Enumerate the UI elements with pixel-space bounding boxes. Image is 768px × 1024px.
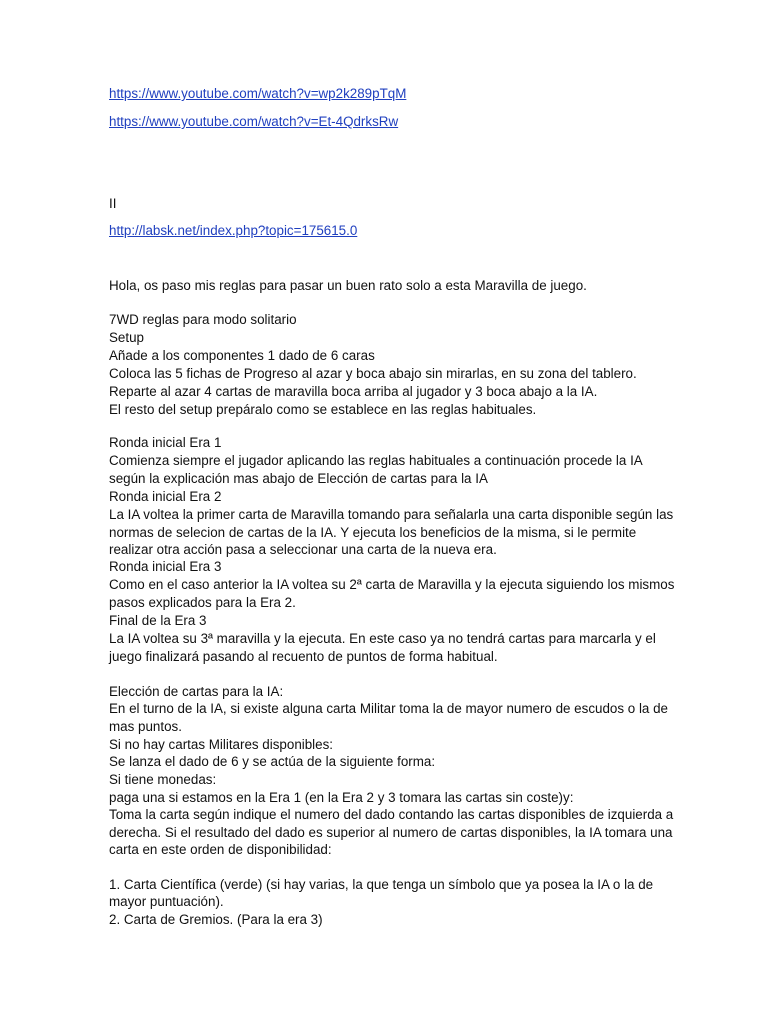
priority-line: 2. Carta de Gremios. (Para la era 3) bbox=[109, 912, 323, 927]
selection-line: derecha. Si el resultado del dado es superior al numero de cartas disponibles, la IA tomara una bbox=[109, 825, 673, 840]
round-line: La IA voltea su 3ª maravilla y la ejecuta. En este caso ya no tendrá cartas para marcarla y el bbox=[109, 631, 656, 646]
round-line: Final de la Era 3 bbox=[109, 613, 207, 628]
setup-line: Reparte al azar 4 cartas de maravilla boca arriba al jugador y 3 boca abajo a la IA. bbox=[109, 384, 598, 399]
intro-text: Hola, os paso mis reglas para pasar un buen rato solo a esta Maravilla de juego. bbox=[109, 278, 587, 293]
selection-line: Si no hay cartas Militares disponibles: bbox=[109, 737, 334, 752]
priority-line: mayor puntuación). bbox=[109, 894, 224, 909]
round-line: La IA voltea la primer carta de Maravilla tomando para señalarla una carta disponible según las bbox=[109, 507, 674, 522]
rules-title: 7WD reglas para modo solitario bbox=[109, 312, 297, 327]
setup-line: Coloca las 5 fichas de Progreso al azar y boca abajo sin mirarlas, en su zona del tablero. bbox=[109, 366, 637, 381]
round-line: pasos explicados para la Era 2. bbox=[109, 595, 296, 610]
youtube-link-2[interactable]: https://www.youtube.com/watch?v=Et-4QdrksRw bbox=[109, 114, 399, 129]
round-line: normas de selecion de cartas de la IA. Y ejecuta los beneficios de la misma, si le permite bbox=[109, 525, 637, 540]
setup-line: El resto del setup prepáralo como se establece en las reglas habituales. bbox=[109, 402, 537, 417]
round-line: realizar otra acción pasa a seleccionar una carta de la nueva era. bbox=[109, 542, 497, 557]
round-line: Ronda inicial Era 3 bbox=[109, 559, 222, 574]
selection-line: Se lanza el dado de 6 y se actúa de la siguiente forma: bbox=[109, 754, 436, 769]
setup-heading: Setup bbox=[109, 330, 144, 345]
youtube-link-1[interactable]: https://www.youtube.com/watch?v=wp2k289pTqM bbox=[109, 86, 407, 101]
round-line: Como en el caso anterior la IA voltea su 2ª carta de Maravilla y la ejecuta siguiendo los mismos bbox=[109, 577, 675, 592]
labsk-link[interactable]: http://labsk.net/index.php?topic=175615.0 bbox=[109, 223, 358, 238]
selection-line: carta en este orden de disponibilidad: bbox=[109, 842, 332, 857]
round-line: Comienza siempre el jugador aplicando las reglas habituales a continuación procede la IA bbox=[109, 453, 643, 468]
selection-line: Toma la carta según indique el numero del dado contando las cartas disponibles de izquierda a bbox=[109, 807, 674, 822]
section-marker: II bbox=[109, 196, 117, 211]
setup-line: Añade a los componentes 1 dado de 6 caras bbox=[109, 348, 375, 363]
selection-line: Elección de cartas para la IA: bbox=[109, 684, 284, 699]
selection-line: paga una si estamos en la Era 1 (en la Era 2 y 3 tomara las cartas sin coste)y: bbox=[109, 790, 574, 805]
selection-line: mas puntos. bbox=[109, 719, 182, 734]
selection-line: En el turno de la IA, si existe alguna carta Militar toma la de mayor numero de escudos o la de bbox=[109, 701, 668, 716]
round-line: Ronda inicial Era 2 bbox=[109, 489, 222, 504]
selection-line: Si tiene monedas: bbox=[109, 772, 217, 787]
round-line: juego finalizará pasando al recuento de puntos de forma habitual. bbox=[109, 649, 498, 664]
priority-line: 1. Carta Científica (verde) (si hay varias, la que tenga un símbolo que ya posea la IA o la de bbox=[109, 877, 654, 892]
round-line: según la explicación mas abajo de Elección de cartas para la IA bbox=[109, 471, 488, 486]
round-line: Ronda inicial Era 1 bbox=[109, 435, 222, 450]
